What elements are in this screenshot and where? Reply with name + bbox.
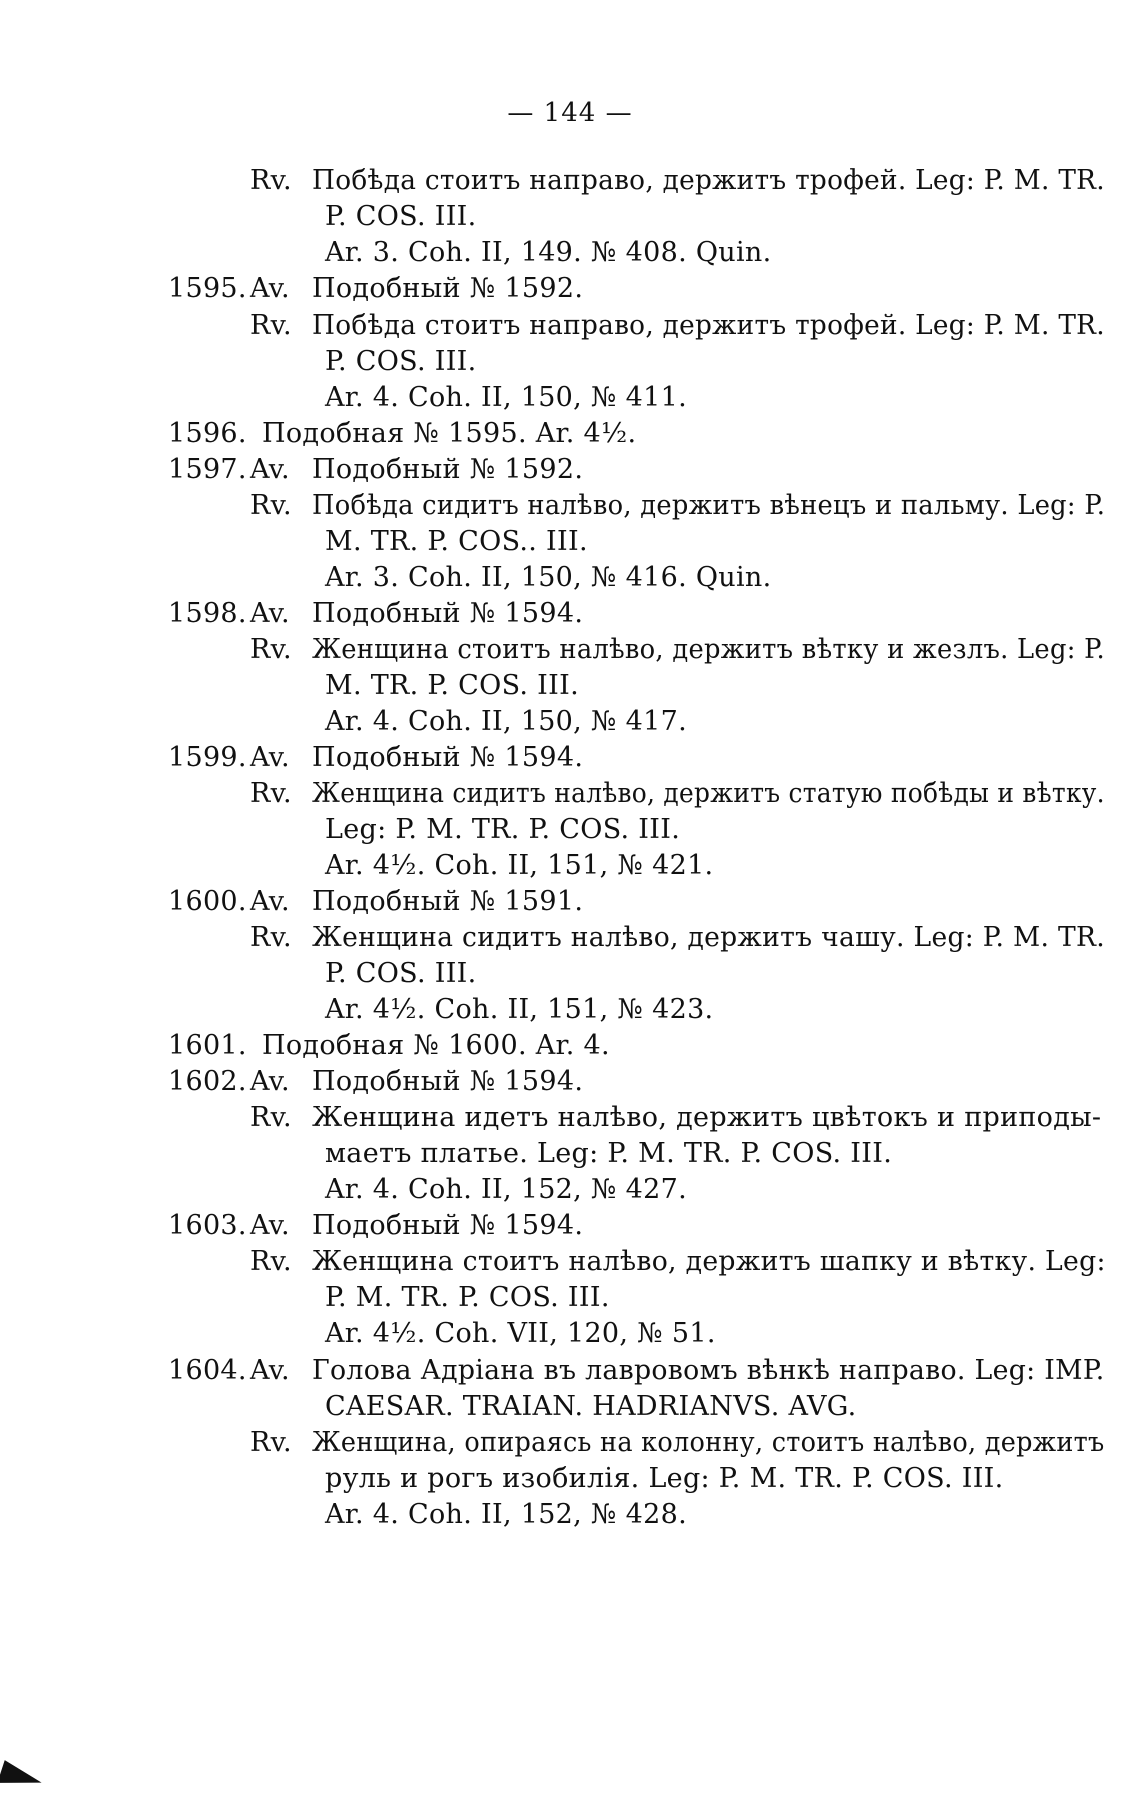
side-label: Rv. [250, 778, 292, 809]
side-label: Rv. [250, 922, 292, 953]
catalog-line [0, 1030, 1140, 1064]
catalog-line [0, 310, 1140, 344]
catalog-line [0, 706, 1140, 740]
catalog-line [0, 1210, 1140, 1244]
side-label: Rv. [250, 1246, 292, 1277]
entry-text: Ar. 4½. Coh. II, 151, № 421. [325, 850, 714, 881]
catalog-line [0, 958, 1140, 992]
entry-text: Ar. 4½. Coh. II, 151, № 423. [325, 994, 714, 1025]
catalog-line [0, 742, 1140, 776]
entry-text: Побѣда стоитъ направо, держитъ трофей. Leg: P. M. TR. [312, 310, 1105, 341]
catalog-line [0, 994, 1140, 1028]
catalog-line [0, 850, 1140, 884]
entry-text: Побѣда сидитъ налѣво, держитъ вѣнецъ и пальму. Leg: P. [312, 490, 1106, 521]
entry-text: Женщина стоитъ налѣво, держитъ вѣтку и жезлъ. Leg: P. [312, 634, 1105, 665]
entry-text: руль и рогъ изобилія. Leg: P. M. TR. P. COS. III. [325, 1463, 1004, 1494]
entry-number: 1596. [168, 418, 247, 449]
entry-text: Подобный № 1594. [312, 1066, 584, 1097]
entry-number: 1598. [168, 598, 247, 629]
entry-text: Подобный № 1592. [312, 273, 584, 304]
entry-text: M. TR. P. COS.. III. [325, 526, 588, 557]
side-label: Av. [250, 742, 290, 773]
entry-text: Подобный № 1594. [312, 598, 584, 629]
catalog-line [0, 562, 1140, 596]
catalog-line [0, 1102, 1140, 1136]
entry-number: 1597. [168, 454, 247, 485]
side-label: Rv. [250, 1102, 292, 1133]
catalog-line [0, 886, 1140, 920]
entry-text: Ar. 3. Coh. II, 150, № 416. Quin. [325, 562, 772, 593]
entry-number: 1603. [168, 1210, 247, 1241]
entry-text: Подобный № 1594. [312, 1210, 584, 1241]
catalog-line [0, 165, 1140, 199]
entry-text: P. COS. III. [325, 958, 477, 989]
entry-text: Женщина, опираясь на колонну, стоитъ налѣво, держитъ [312, 1427, 1105, 1458]
entry-text: CAESAR. TRAIAN. HADRIANVS. AVG. [325, 1391, 857, 1422]
page-number: — 144 — [507, 98, 633, 128]
entry-text: Голова Адріана въ лавровомъ вѣнкѣ направо. Leg: IMP. [312, 1355, 1105, 1386]
entry-text: Подобный № 1592. [312, 454, 584, 485]
catalog-line [0, 273, 1140, 307]
side-label: Av. [250, 1066, 290, 1097]
entry-number: 1602. [168, 1066, 247, 1097]
catalog-line [0, 778, 1140, 812]
catalog-line [0, 634, 1140, 668]
entry-number: 1600. [168, 886, 247, 917]
entry-number: 1595. [168, 273, 247, 304]
catalog-line [0, 1246, 1140, 1280]
entry-number: 1604. [168, 1355, 247, 1386]
entry-text: Ar. 4½. Coh. VII, 120, № 51. [325, 1318, 716, 1349]
catalog-line [0, 922, 1140, 956]
side-label: Rv. [250, 634, 292, 665]
catalog-line [0, 454, 1140, 488]
catalog-line [0, 1282, 1140, 1316]
entry-text: Побѣда стоитъ направо, держитъ трофей. Leg: P. M. TR. [312, 165, 1105, 196]
side-label: Av. [250, 273, 290, 304]
catalog-line [0, 1138, 1140, 1172]
entry-number: 1599. [168, 742, 247, 773]
side-label: Av. [250, 598, 290, 629]
side-label: Rv. [250, 1427, 292, 1458]
scan-corner-mark [0, 1760, 45, 1796]
catalog-line [0, 1499, 1140, 1533]
catalog-line [0, 1318, 1140, 1352]
catalog-line [0, 346, 1140, 380]
entry-text: Leg: P. M. TR. P. COS. III. [325, 814, 681, 845]
entry-text: Женщина стоитъ налѣво, держитъ шапку и вѣтку. Leg: [312, 1246, 1106, 1277]
side-label: Rv. [250, 165, 292, 196]
entry-text: Ar. 4. Coh. II, 152, № 427. [325, 1174, 687, 1205]
entry-text: Женщина сидитъ налѣво, держитъ статую побѣды и вѣтку. [312, 778, 1105, 809]
entry-text: Ar. 3. Coh. II, 149. № 408. Quin. [325, 237, 772, 268]
catalog-line [0, 598, 1140, 632]
side-label: Av. [250, 454, 290, 485]
entry-text: Подобная № 1600. Ar. 4. [262, 1030, 610, 1061]
entry-text: маетъ платье. Leg: P. M. TR. P. COS. III. [325, 1138, 893, 1169]
catalog-line [0, 814, 1140, 848]
entry-text: Женщина сидитъ налѣво, держитъ чашу. Leg: P. M. TR. [312, 922, 1106, 953]
catalog-line [0, 382, 1140, 416]
catalog-line [0, 1391, 1140, 1425]
catalog-line [0, 1463, 1140, 1497]
entry-text: Женщина идетъ налѣво, держитъ цвѣтокъ и приподы- [312, 1102, 1102, 1133]
catalog-line [0, 1427, 1140, 1461]
entry-text: Ar. 4. Coh. II, 150, № 417. [325, 706, 687, 737]
entry-text: P. M. TR. P. COS. III. [325, 1282, 610, 1313]
catalog-line [0, 526, 1140, 560]
side-label: Av. [250, 1210, 290, 1241]
catalog-line [0, 1066, 1140, 1100]
catalog-line [0, 1174, 1140, 1208]
entry-number: 1601. [168, 1030, 247, 1061]
side-label: Av. [250, 886, 290, 917]
entry-text: Ar. 4. Coh. II, 152, № 428. [325, 1499, 687, 1530]
entry-text: M. TR. P. COS. III. [325, 670, 579, 701]
entry-text: Ar. 4. Coh. II, 150, № 411. [325, 382, 687, 413]
catalog-line [0, 670, 1140, 704]
entry-text: Подобный № 1594. [312, 742, 584, 773]
catalog-line [0, 1355, 1140, 1389]
entry-text: P. COS. III. [325, 346, 477, 377]
entry-text: Подобная № 1595. Ar. 4½. [262, 418, 637, 449]
catalog-line [0, 237, 1140, 271]
catalog-line [0, 490, 1140, 524]
catalog-line [0, 418, 1140, 452]
side-label: Av. [250, 1355, 290, 1386]
side-label: Rv. [250, 310, 292, 341]
catalog-line [0, 201, 1140, 235]
entry-text: P. COS. III. [325, 201, 477, 232]
side-label: Rv. [250, 490, 292, 521]
entry-text: Подобный № 1591. [312, 886, 584, 917]
